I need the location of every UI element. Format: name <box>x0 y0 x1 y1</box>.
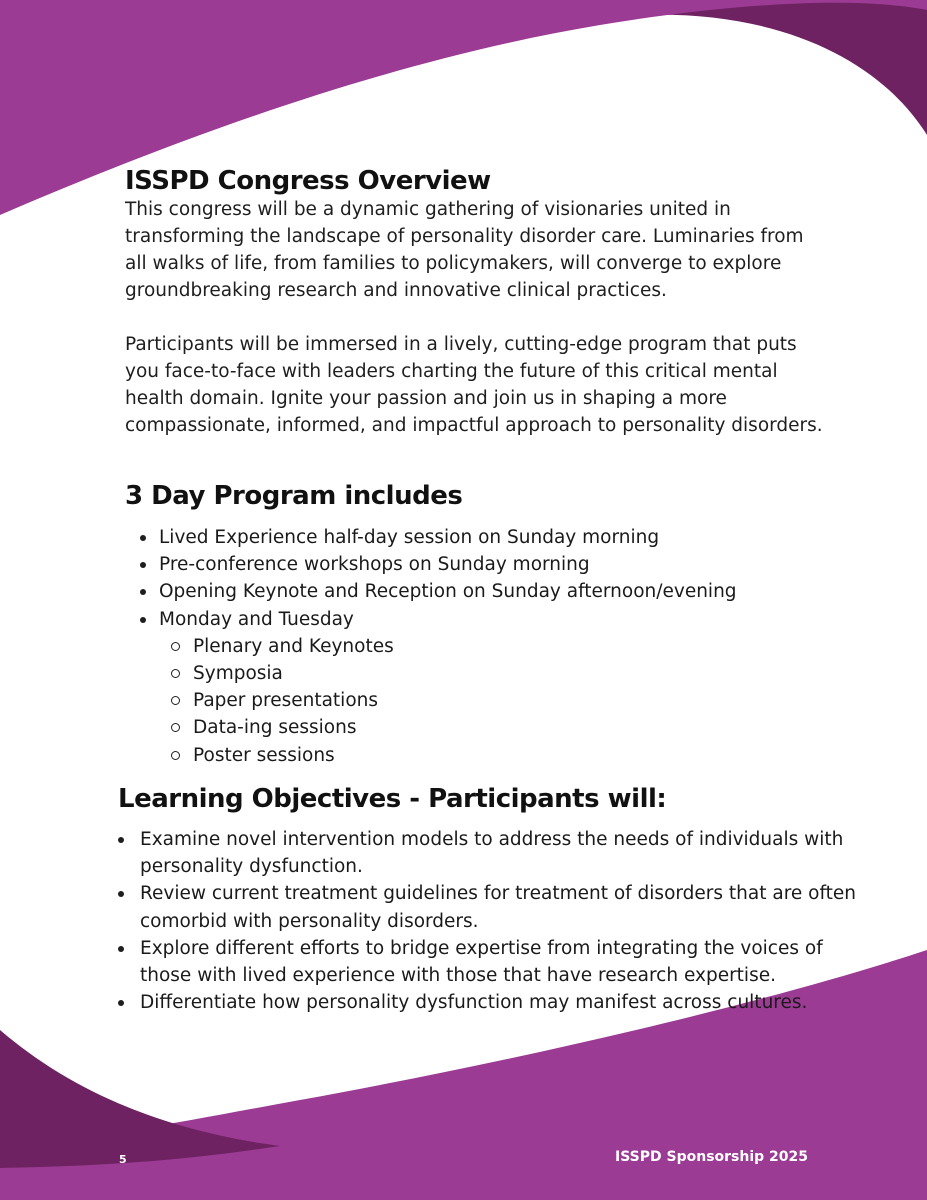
program-item-text: Monday and Tuesday <box>159 608 354 630</box>
program-item-text: Lived Experience half-day session on Sunday morning <box>159 527 660 548</box>
program-sub-item: Paper presentations <box>171 687 857 714</box>
objective-item: Examine novel intervention models to address the needs of individuals with personality dysfunction. <box>116 826 866 880</box>
overview-paragraph-2: Participants will be immersed in a lively, cutting-edge program that puts you face-to-face with leaders charting the future of this critical mental health domain. Ignite your passion and join us in shaping a more compassionate, informed, and impactful approach to personality disorders. <box>125 334 823 436</box>
program-item <box>137 578 857 605</box>
program-sub-item: Data-ing sessions <box>171 714 857 741</box>
program-sub-item: Plenary and Keynotes <box>171 633 857 660</box>
program-item <box>137 551 857 578</box>
page-number: 5 <box>119 1153 127 1166</box>
objective-item: Differentiate how personality dysfunction may manifest across cultures. <box>116 989 866 1016</box>
overview-heading: ISSPD Congress Overview <box>125 166 491 196</box>
program-sub-item: Poster sessions <box>171 742 857 769</box>
objective-item: Explore different efforts to bridge expertise from integrating the voices of those with lived experience with those that have research expertise. <box>116 935 866 989</box>
program-sub-list <box>159 633 857 769</box>
program-list <box>137 524 857 769</box>
program-item-text: Opening Keynote and Reception on Sunday afternoon/evening <box>159 581 737 603</box>
program-item-text: Pre-conference workshops on Sunday morning <box>159 554 590 576</box>
program-item <box>137 606 857 769</box>
program-item <box>137 524 857 551</box>
objectives-list <box>116 826 866 1016</box>
program-sub-item: Symposia <box>171 660 857 687</box>
footer-title: ISSPD Sponsorship 2025 <box>615 1149 809 1165</box>
objectives-heading: Learning Objectives - Participants will: <box>118 784 667 814</box>
objective-item: Review current treatment guidelines for treatment of disorders that are often comorbid with personality disorders. <box>116 880 866 934</box>
overview-paragraph-1: This congress will be a dynamic gathering of visionaries united in transforming the landscape of personality disorder care. Luminaries from all walks of life, from families to policymakers, will converge to explore groundbreaking research and innovative clinical practices. <box>125 199 804 301</box>
program-heading: 3 Day Program includes <box>125 481 463 511</box>
